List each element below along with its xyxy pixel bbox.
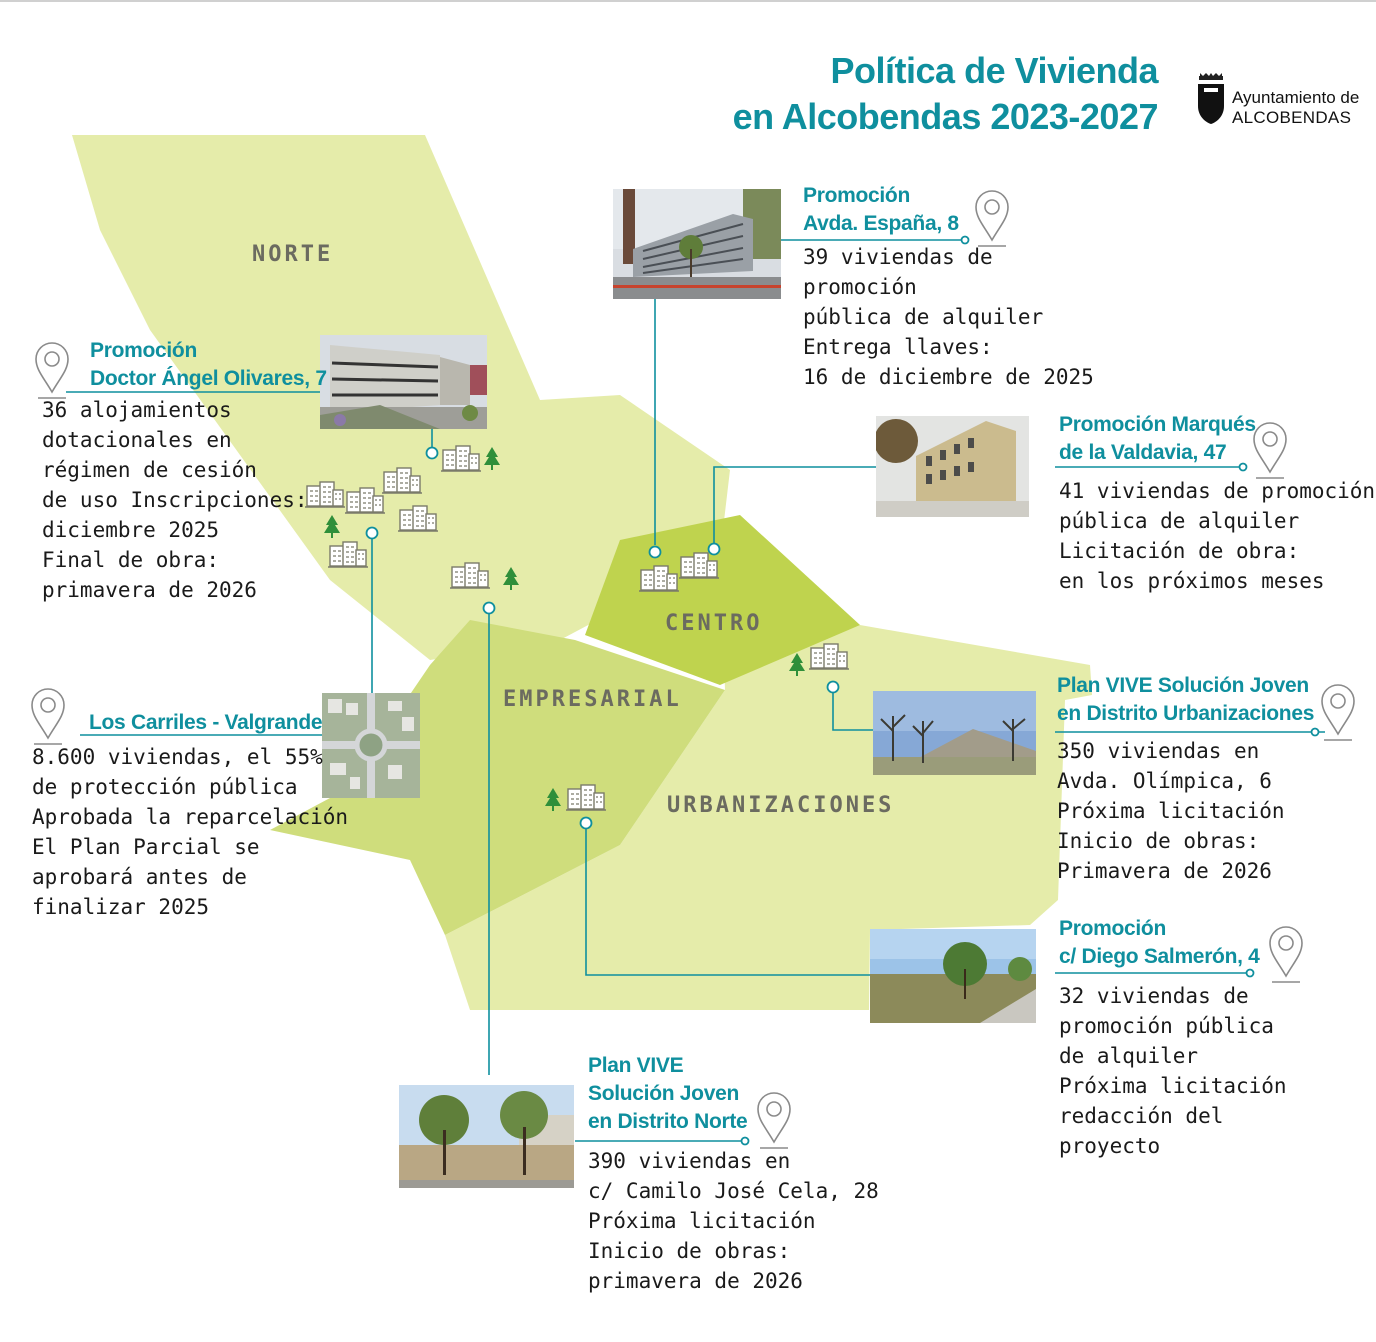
desc-line: promoción bbox=[803, 275, 917, 299]
promo-title-line: Promoción bbox=[1059, 917, 1166, 940]
promo-title-line: Plan VIVE Solución Joven bbox=[1057, 674, 1309, 697]
desc-line: 36 alojamientos bbox=[42, 398, 232, 422]
promo-desc-marques-valdavia bbox=[1059, 476, 1375, 596]
desc-line: Entrega llaves: bbox=[803, 335, 993, 359]
district-label-empresarial: EMPRESARIAL bbox=[503, 687, 682, 712]
desc-line: en los próximos meses bbox=[1059, 569, 1325, 593]
desc-line: pública de alquiler bbox=[1059, 509, 1300, 533]
promo-title-line: Promoción bbox=[90, 339, 197, 362]
promo-desc-doctor-olivares bbox=[42, 395, 308, 605]
desc-line: primavera de 2026 bbox=[42, 578, 257, 602]
promo-title-los-carriles bbox=[89, 709, 322, 737]
desc-line: Avda. Olímpica, 6 bbox=[1057, 769, 1272, 793]
promo-title-line: Solución Joven bbox=[588, 1082, 739, 1105]
desc-line: de protección pública bbox=[32, 775, 298, 799]
district-label-urbanizaciones: URBANIZACIONES bbox=[667, 793, 895, 818]
promo-title-line: de la Valdavia, 47 bbox=[1059, 441, 1227, 464]
promo-title-line: Doctor Ángel Olivares, 7 bbox=[90, 367, 327, 390]
desc-line: Licitación de obra: bbox=[1059, 539, 1300, 563]
desc-line: régimen de cesión bbox=[42, 458, 257, 482]
district-label-centro: CENTRO bbox=[665, 611, 763, 636]
photo-vive-urbanizaciones bbox=[873, 691, 1036, 775]
page-title-line2: en Alcobendas 2023-2027 bbox=[732, 96, 1158, 137]
photo-vive-norte bbox=[399, 1085, 574, 1188]
photo-avda-espana bbox=[613, 189, 781, 299]
promo-desc-vive-urbanizaciones bbox=[1057, 736, 1285, 886]
district-label-norte: NORTE bbox=[252, 242, 334, 267]
promo-desc-diego-salmeron bbox=[1059, 981, 1287, 1161]
promo-title-vive-norte bbox=[588, 1052, 747, 1136]
desc-line: Primavera de 2026 bbox=[1057, 859, 1272, 883]
desc-line: de alquiler bbox=[1059, 1044, 1199, 1068]
desc-line: promoción pública bbox=[1059, 1014, 1274, 1038]
desc-line: Próxima licitación bbox=[588, 1209, 816, 1233]
promo-desc-vive-norte bbox=[588, 1146, 879, 1296]
desc-line: aprobará antes de bbox=[32, 865, 247, 889]
desc-line: finalizar 2025 bbox=[32, 895, 210, 919]
promo-title-vive-urbanizaciones bbox=[1057, 672, 1314, 728]
desc-line: El Plan Parcial se bbox=[32, 835, 260, 859]
promo-title-marques-valdavia bbox=[1059, 411, 1256, 467]
desc-line: Final de obra: bbox=[42, 548, 220, 572]
desc-line: de uso Inscripciones: bbox=[42, 488, 308, 512]
promo-title-line: c/ Diego Salmerón, 4 bbox=[1059, 945, 1260, 968]
coat-of-arms-icon bbox=[1196, 72, 1226, 128]
desc-line: Inicio de obras: bbox=[588, 1239, 791, 1263]
desc-line: 16 de diciembre de 2025 bbox=[803, 365, 1094, 389]
logo-line2: ALCOBENDAS bbox=[1232, 108, 1352, 127]
promo-title-line: en Distrito Urbanizaciones bbox=[1057, 702, 1315, 725]
photo-doctor-olivares bbox=[320, 335, 487, 429]
promo-title-line: Avda. España, 8 bbox=[803, 212, 959, 235]
desc-line: 8.600 viviendas, el 55% bbox=[32, 745, 323, 769]
photo-diego-salmeron bbox=[870, 929, 1036, 1023]
desc-line: Inicio de obras: bbox=[1057, 829, 1260, 853]
desc-line: pública de alquiler bbox=[803, 305, 1044, 329]
desc-line: proyecto bbox=[1059, 1134, 1161, 1158]
desc-line: dotacionales en bbox=[42, 428, 232, 452]
logo-line1: Ayuntamiento de bbox=[1232, 88, 1360, 107]
photo-marques-valdavia bbox=[876, 416, 1029, 517]
promo-desc-los-carriles bbox=[32, 742, 348, 922]
desc-line: Próxima licitación bbox=[1057, 799, 1285, 823]
promo-title-line: en Distrito Norte bbox=[588, 1110, 748, 1133]
promo-title-doctor-olivares bbox=[90, 337, 327, 393]
desc-line: primavera de 2026 bbox=[588, 1269, 803, 1293]
desc-line: 350 viviendas en bbox=[1057, 739, 1260, 763]
promo-title-avda-espana bbox=[803, 182, 959, 238]
desc-line: 32 viviendas de bbox=[1059, 984, 1249, 1008]
promo-title-line: Plan VIVE bbox=[588, 1054, 684, 1077]
desc-line: 390 viviendas en bbox=[588, 1149, 791, 1173]
desc-line: Aprobada la reparcelación bbox=[32, 805, 349, 829]
desc-line: redacción del bbox=[1059, 1104, 1224, 1128]
desc-line: diciembre 2025 bbox=[42, 518, 220, 542]
promo-title-diego-salmeron bbox=[1059, 915, 1260, 971]
page-title-line1: Política de Vivienda bbox=[830, 50, 1158, 91]
city-logo bbox=[1194, 72, 1360, 132]
promo-title-line: Promoción Marqués bbox=[1059, 413, 1256, 436]
page-title bbox=[733, 48, 1158, 140]
desc-line: 41 viviendas de promoción bbox=[1059, 479, 1376, 503]
desc-line: 39 viviendas de bbox=[803, 245, 993, 269]
promo-desc-avda-espana bbox=[803, 242, 1094, 392]
desc-line: Próxima licitación bbox=[1059, 1074, 1287, 1098]
desc-line: c/ Camilo José Cela, 28 bbox=[588, 1179, 879, 1203]
promo-title-line: Los Carriles - Valgrande bbox=[89, 711, 323, 734]
promo-title-line: Promoción bbox=[803, 184, 910, 207]
